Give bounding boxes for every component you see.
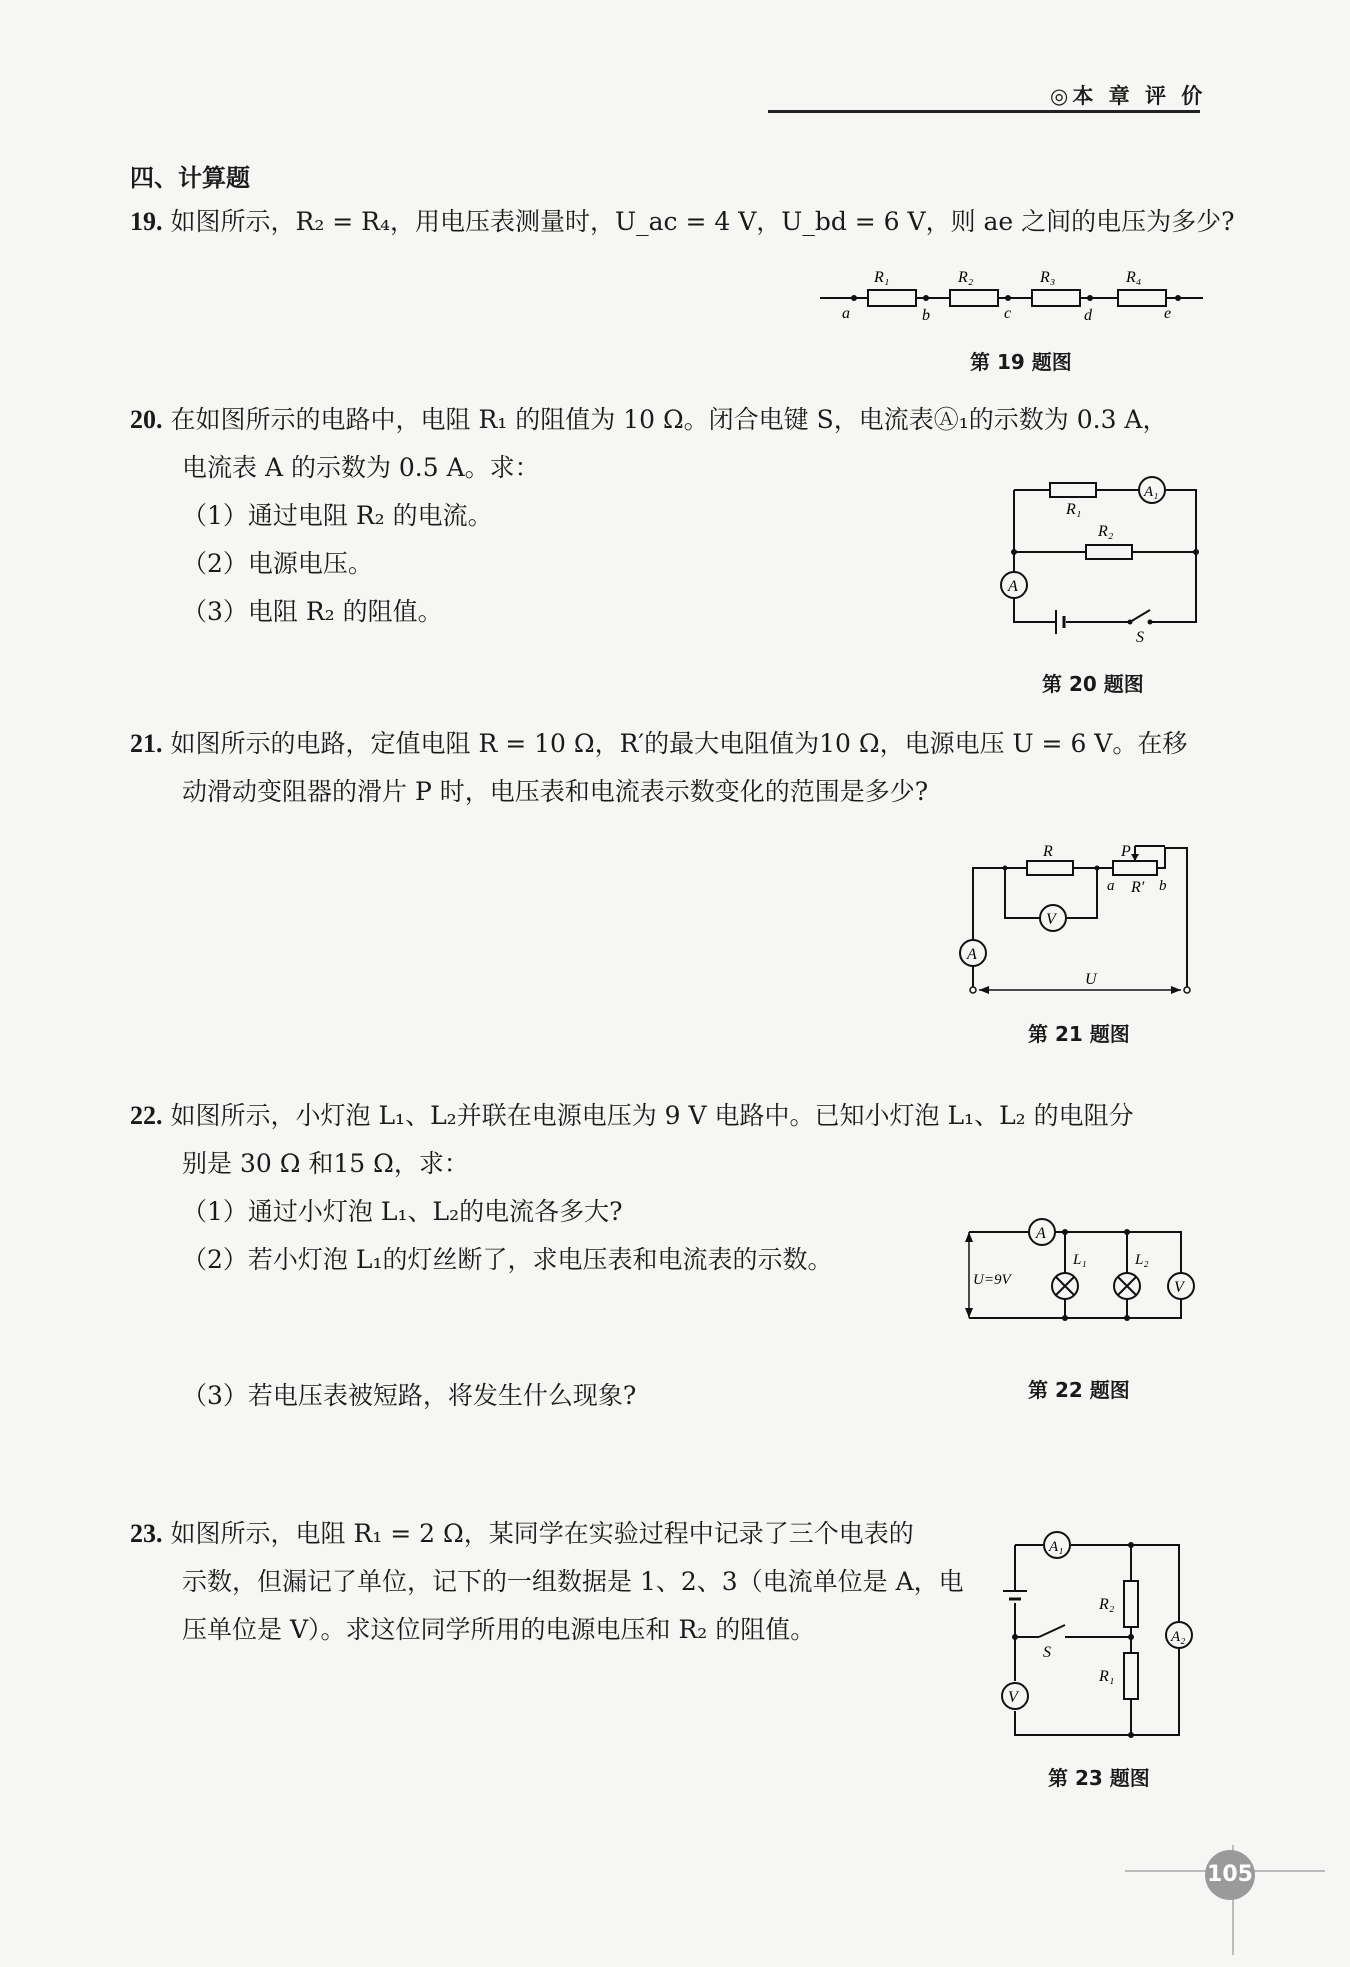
question-number: 22. <box>130 1101 163 1130</box>
question-line: （2）电源电压。 <box>182 549 373 578</box>
node-b: b <box>1159 878 1167 894</box>
node-b: b <box>922 307 930 324</box>
label-R2: R₂ <box>1098 523 1114 540</box>
figure-22-circuit <box>955 1210 1205 1345</box>
voltmeter-V-label: V <box>1046 911 1056 928</box>
caption-22: 第 22 题图 <box>1028 1378 1130 1402</box>
label-R1: R₁ <box>1099 1668 1115 1685</box>
figure-19-circuit <box>818 262 1203 324</box>
question-21 <box>130 720 1230 816</box>
label-R4: R₄ <box>1126 269 1142 286</box>
question-19 <box>130 198 1235 246</box>
label-L2: L₂ <box>1135 1252 1149 1268</box>
node-a: a <box>1107 878 1115 894</box>
slider-P: P <box>1121 843 1131 860</box>
question-number: 21. <box>130 729 163 758</box>
section-title: 四、计算题 <box>130 164 250 192</box>
question-line: 示数，但漏记了单位，记下的一组数据是 1、2、3（电流单位是 A，电 <box>182 1567 964 1596</box>
figure-21-circuit <box>955 838 1205 1003</box>
caption-19: 第 19 题图 <box>970 350 1072 374</box>
label-R2: R₂ <box>1099 1596 1115 1613</box>
switch-S-label: S <box>1043 1644 1051 1661</box>
label-L1: L₁ <box>1073 1252 1087 1268</box>
question-line: 动滑动变阻器的滑片 P 时，电压表和电流表示数变化的范围是多少? <box>182 777 929 806</box>
caption-23: 第 23 题图 <box>1048 1766 1150 1790</box>
switch-S-label: S <box>1136 629 1144 646</box>
ammeter-A-label: A <box>967 946 977 963</box>
node-d: d <box>1084 307 1092 324</box>
page-number: 105 <box>1205 1850 1255 1900</box>
question-line: 压单位是 V）。求这位同学所用的电源电压和 R₂ 的阻值。 <box>182 1615 816 1644</box>
voltmeter-V-label: V <box>1008 1689 1018 1706</box>
label-U-9V: U=9V <box>973 1272 1011 1288</box>
question-number: 23. <box>130 1519 163 1548</box>
node-a: a <box>842 305 850 322</box>
ammeter-A-label: A <box>1008 578 1018 595</box>
label-R-prime: R′ <box>1131 879 1145 896</box>
question-line: 如图所示，小灯泡 L₁、L₂并联在电源电压为 9 V 电路中。已知小灯泡 L₁、L₂ 的电阻分 <box>170 1101 1134 1130</box>
figure-23-circuit <box>995 1525 1195 1745</box>
header-rule <box>768 110 1200 113</box>
chapter-header: ◎本 章 评 价 <box>1050 84 1207 108</box>
question-line: （1）通过电阻 R₂ 的电流。 <box>182 501 493 530</box>
label-R2: R₂ <box>958 269 974 286</box>
node-c: c <box>1004 305 1012 322</box>
question-line: 电流表 A 的示数为 0.5 A。求： <box>182 453 540 482</box>
label-R: R <box>1043 843 1053 860</box>
question-line: 别是 30 Ω 和15 Ω，求： <box>182 1149 469 1178</box>
question-line: 如图所示，电阻 R₁ = 2 Ω，某同学在实验过程中记录了三个电表的 <box>170 1519 914 1548</box>
label-R1: R₁ <box>874 269 890 286</box>
question-line: （2）若小灯泡 L₁的灯丝断了，求电压表和电流表的示数。 <box>182 1245 833 1274</box>
question-number: 20. <box>130 405 163 434</box>
question-number: 19. <box>130 207 163 236</box>
ammeter-A1-label: A₁ <box>1144 484 1159 500</box>
voltmeter-V-label: V <box>1174 1279 1184 1296</box>
question-22-part-3: （3）若电压表被短路，将发生什么现象? <box>182 1381 637 1410</box>
label-R3: R₃ <box>1040 269 1056 286</box>
question-line: 如图所示的电路，定值电阻 R = 10 Ω，R′的最大电阻值为10 Ω，电源电压 U = 6 V。在移 <box>170 729 1188 758</box>
label-U: U <box>1085 971 1097 988</box>
ammeter-A-label: A <box>1036 1225 1046 1242</box>
question-line: （1）通过小灯泡 L₁、L₂的电流各多大? <box>182 1197 623 1226</box>
node-e: e <box>1164 305 1172 322</box>
question-line: 在如图所示的电路中，电阻 R₁ 的阻值为 10 Ω。闭合电键 S，电流表Ⓐ₁的示数为 0.3 A， <box>170 405 1168 434</box>
question-text: 如图所示，R₂ = R₄，用电压表测量时，U_ac = 4 V，U_bd = 6 V，则 ae 之间的电压为多少? <box>170 207 1235 236</box>
figure-20-circuit <box>1000 470 1210 650</box>
question-23 <box>130 1510 1010 1654</box>
caption-21: 第 21 题图 <box>1028 1022 1130 1046</box>
caption-20: 第 20 题图 <box>1042 672 1144 696</box>
label-R1: R₁ <box>1066 501 1082 518</box>
ammeter-A2-label: A₂ <box>1171 1629 1186 1645</box>
ammeter-A1-label: A₁ <box>1049 1539 1064 1555</box>
question-line: （3）电阻 R₂ 的阻值。 <box>182 597 443 626</box>
